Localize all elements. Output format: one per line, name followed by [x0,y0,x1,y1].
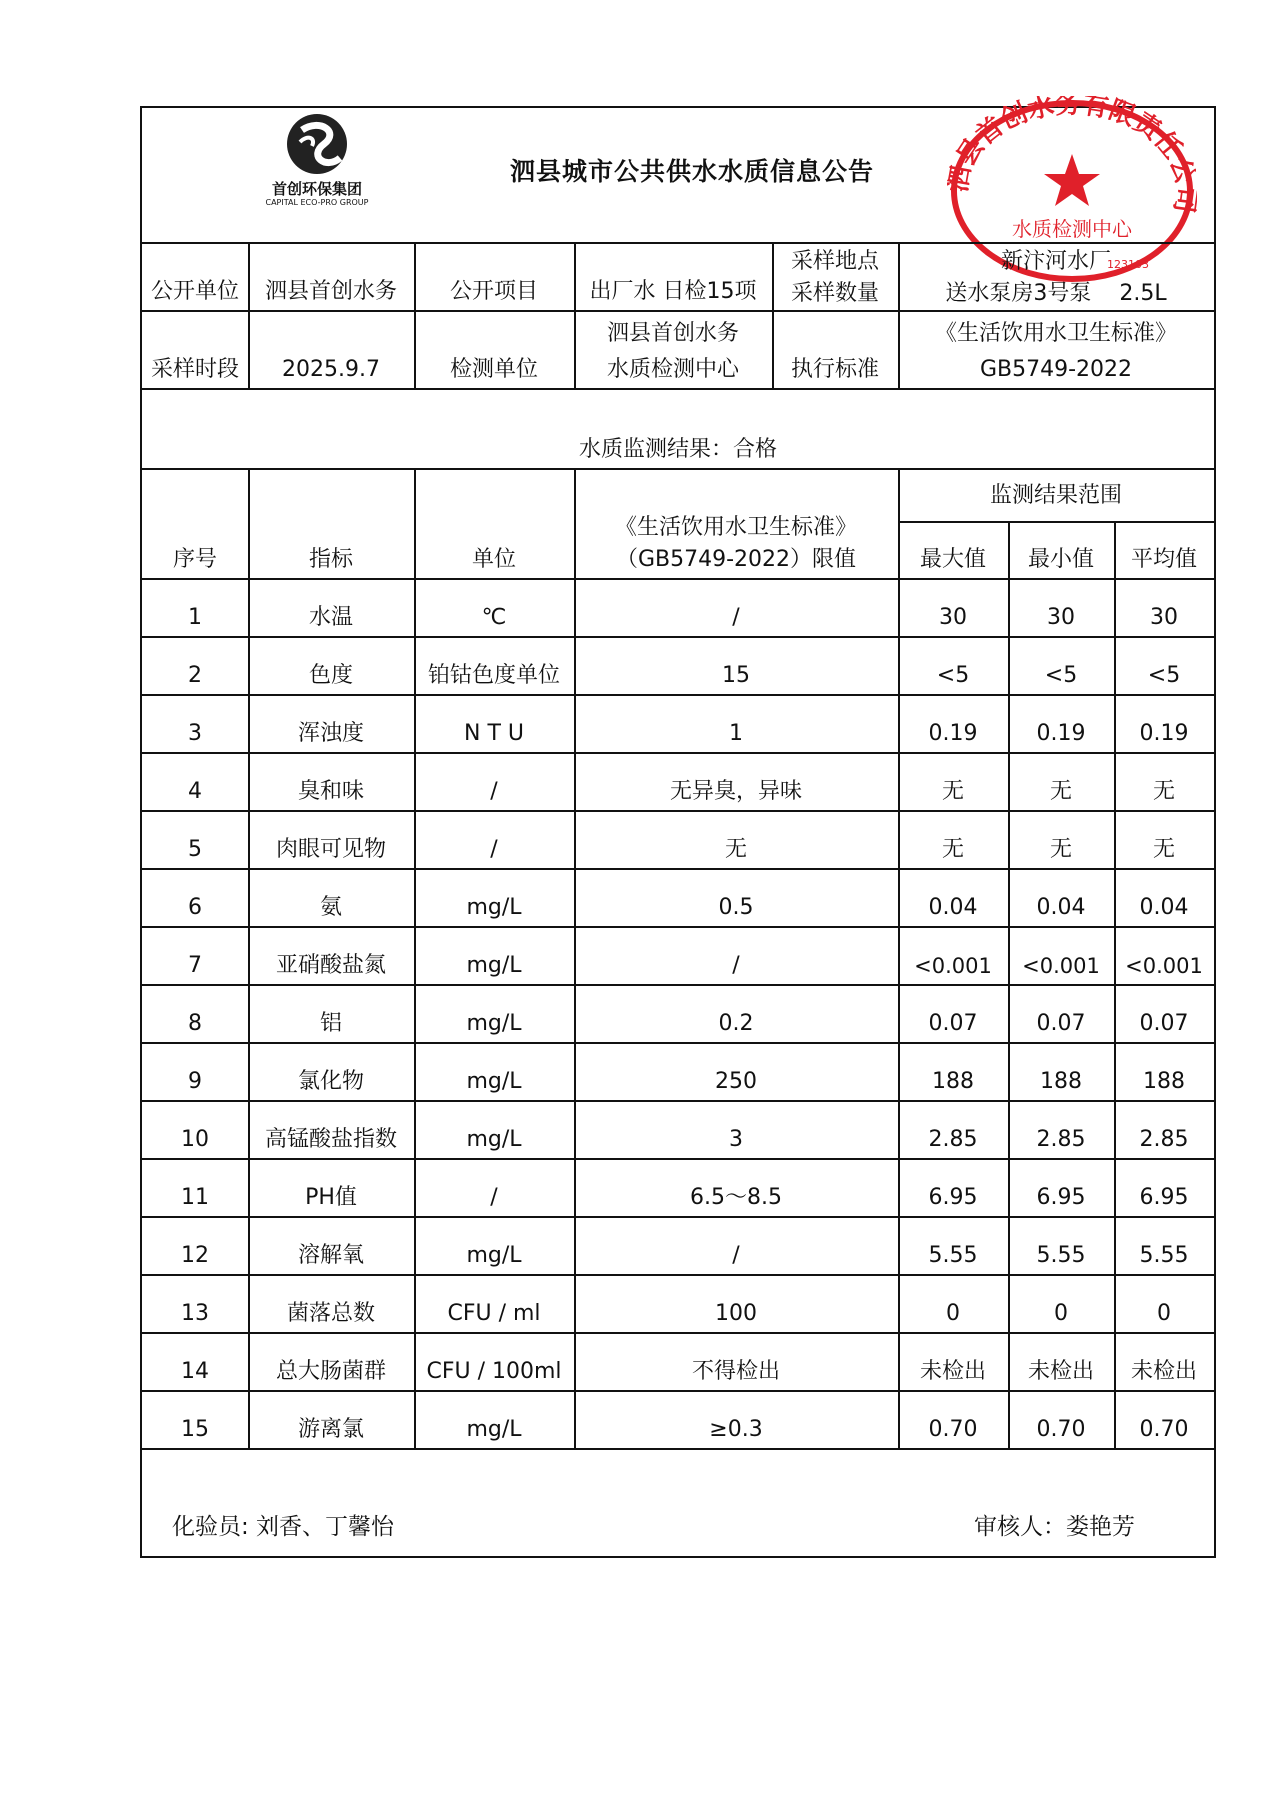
label-sample-quantity: 采样数量 [790,281,879,306]
cell-min: 0.19 [1036,721,1086,746]
value-test-unit-2: 水质检测中心 [606,357,739,382]
cell-limit: 不得检出 [691,1359,780,1384]
logo-text-en: CAPITAL ECO-PRO GROUP [265,198,369,207]
cell-avg: 0 [1157,1301,1171,1326]
cell-limit: 100 [715,1301,757,1326]
cell-limit: / [732,605,740,630]
cell-unit: mg/L [466,1417,522,1442]
cell-avg: 无 [1152,837,1175,862]
cell-avg: 6.95 [1139,1185,1189,1210]
cell-indicator: 臭和味 [297,779,364,804]
cell-unit: mg/L [466,953,522,978]
cell-seq: 5 [188,837,202,862]
cell-min: 30 [1047,605,1075,630]
company-logo [242,112,392,212]
cell-limit: 无 [724,837,747,862]
cell-min: 无 [1049,779,1072,804]
header-result-range: 监测结果范围 [989,482,1122,508]
cell-unit: mg/L [466,1243,522,1268]
cell-avg: 0.04 [1139,895,1189,920]
cell-min: 0.04 [1036,895,1086,920]
cell-min: 5.55 [1036,1243,1086,1268]
logo-text-cn: 首创环保集团 [271,180,362,198]
cell-avg: 0.19 [1139,721,1189,746]
label-test-unit: 检测单位 [449,357,538,382]
cell-avg: 188 [1143,1069,1185,1094]
cell-indicator: 色度 [308,663,353,688]
cell-max: 无 [941,837,964,862]
cell-indicator: 游离氯 [297,1417,364,1442]
value-standard-1: 《生活饮用水卫生标准》 [934,321,1177,346]
cell-max: 未检出 [919,1359,986,1384]
header-max: 最大值 [919,547,986,572]
water-quality-report [140,96,1216,1558]
cell-min: 0 [1054,1301,1068,1326]
cell-max: 30 [939,605,967,630]
cell-unit: / [490,779,498,804]
cell-max: 0.07 [928,1011,978,1036]
tester-names: 化验员: 刘香、丁馨怡 [172,1514,395,1540]
cell-seq: 15 [181,1417,209,1442]
cell-avg: 30 [1150,605,1178,630]
cell-max: 188 [932,1069,974,1094]
cell-avg: 未检出 [1130,1359,1197,1384]
cell-min: 0.07 [1036,1011,1086,1036]
cell-avg: <0.001 [1125,954,1203,978]
cell-limit: 3 [729,1127,743,1152]
cell-indicator: 水温 [308,605,353,630]
cell-seq: 2 [188,663,202,688]
label-standard: 执行标准 [790,357,879,382]
cell-unit: mg/L [466,1069,522,1094]
value-sample-date: 2025.9.7 [282,357,380,382]
cell-limit: 6.5～8.5 [690,1185,782,1210]
svg-text:123103: 123103 [1107,258,1149,271]
cell-avg: 0.07 [1139,1011,1189,1036]
cell-max: <5 [936,663,970,688]
value-standard-2: GB5749-2022 [979,357,1133,382]
value-test-unit-1: 泗县首创水务 [606,321,739,346]
cell-max: 5.55 [928,1243,978,1268]
label-sample-location: 采样地点 [790,249,879,274]
cell-indicator: 亚硝酸盐氮 [275,953,386,978]
header-limit-standard: 《生活饮用水卫生标准》 [614,515,857,540]
cell-unit: / [490,1185,498,1210]
cell-unit: mg/L [466,1127,522,1152]
cell-limit: ≥0.3 [709,1417,763,1442]
cell-indicator: PH值 [305,1185,357,1210]
cell-seq: 10 [181,1127,209,1152]
header-indicator: 指标 [308,547,353,572]
result-line: 水质监测结果：合格 [578,437,777,462]
cell-max: 0 [946,1301,960,1326]
cell-unit: mg/L [466,1011,522,1036]
cell-indicator: 浑浊度 [297,721,364,746]
cell-max: 无 [941,779,964,804]
cell-max: 0.04 [928,895,978,920]
cell-avg: 0.70 [1139,1417,1189,1442]
cell-seq: 12 [181,1243,209,1268]
cell-seq: 6 [188,895,202,920]
header-seq: 序号 [172,547,217,572]
cell-avg: 无 [1152,779,1175,804]
cell-limit: 无异臭，异味 [669,779,802,804]
header-limit-value: （GB5749-2022）限值 [615,547,857,572]
label-item: 公开项目 [449,279,538,304]
cell-limit: 0.5 [718,895,754,920]
reviewer-name: 审核人：娄艳芳 [974,1514,1135,1540]
cell-seq: 11 [181,1185,209,1210]
cell-seq: 3 [188,721,202,746]
cell-indicator: 高锰酸盐指数 [264,1127,397,1152]
cell-min: 2.85 [1036,1127,1086,1152]
cell-min: 未检出 [1027,1359,1094,1384]
cell-limit: / [732,1243,740,1268]
cell-limit: 15 [722,663,750,688]
cell-min: 188 [1040,1069,1082,1094]
cell-limit: 1 [729,721,743,746]
cell-min: 0.70 [1036,1417,1086,1442]
cell-min: <5 [1044,663,1078,688]
cell-indicator: 氯化物 [297,1069,364,1094]
cell-seq: 14 [181,1359,209,1384]
cell-seq: 8 [188,1011,202,1036]
header-min: 最小值 [1027,547,1094,572]
cell-limit: 250 [715,1069,757,1094]
cell-limit: / [732,953,740,978]
cell-indicator: 溶解氧 [297,1243,364,1268]
cell-min: <0.001 [1022,954,1100,978]
cell-min: 无 [1049,837,1072,862]
svg-text:水质检测中心: 水质检测中心 [1012,217,1132,241]
cell-avg: 5.55 [1139,1243,1189,1268]
cell-unit: N T U [464,721,524,746]
cell-unit: 铂钴色度单位 [427,663,560,688]
cell-unit: CFU / ml [447,1301,541,1326]
cell-unit: mg/L [466,895,522,920]
cell-seq: 9 [188,1069,202,1094]
cell-max: 6.95 [928,1185,978,1210]
value-item: 出厂水 日检15项 [589,279,757,304]
page-title: 泗县城市公共供水水质信息公告 [509,157,874,186]
cell-max: <0.001 [914,954,992,978]
header-avg: 平均值 [1130,547,1197,572]
header-unit: 单位 [471,547,516,572]
cell-seq: 4 [188,779,202,804]
cell-seq: 7 [188,953,202,978]
cell-indicator: 肉眼可见物 [275,837,386,862]
cell-indicator: 氨 [319,895,342,920]
cell-seq: 13 [181,1301,209,1326]
cell-min: 6.95 [1036,1185,1086,1210]
cell-seq: 1 [188,605,202,630]
cell-unit: ℃ [481,605,507,630]
cell-indicator: 铝 [319,1011,342,1036]
value-publisher: 泗县首创水务 [264,279,397,304]
value-sample-quantity: 送水泵房3号泵 2.5L [945,281,1167,306]
label-publisher: 公开单位 [150,279,239,304]
cell-max: 2.85 [928,1127,978,1152]
cell-unit: CFU / 100ml [426,1359,562,1384]
cell-indicator: 菌落总数 [286,1301,375,1326]
cell-indicator: 总大肠菌群 [275,1359,386,1384]
cell-avg: 2.85 [1139,1127,1189,1152]
value-sample-location: 新汴河水厂 [1000,249,1111,274]
svg-text:泗县首创水务有限责任公司: 县首创水务有限责任公 [951,96,1197,188]
cell-max: 0.19 [928,721,978,746]
cell-limit: 0.2 [718,1011,754,1036]
cell-avg: <5 [1147,663,1181,688]
cell-max: 0.70 [928,1417,978,1442]
label-sample-date: 采样时段 [150,357,239,382]
cell-unit: / [490,837,498,862]
